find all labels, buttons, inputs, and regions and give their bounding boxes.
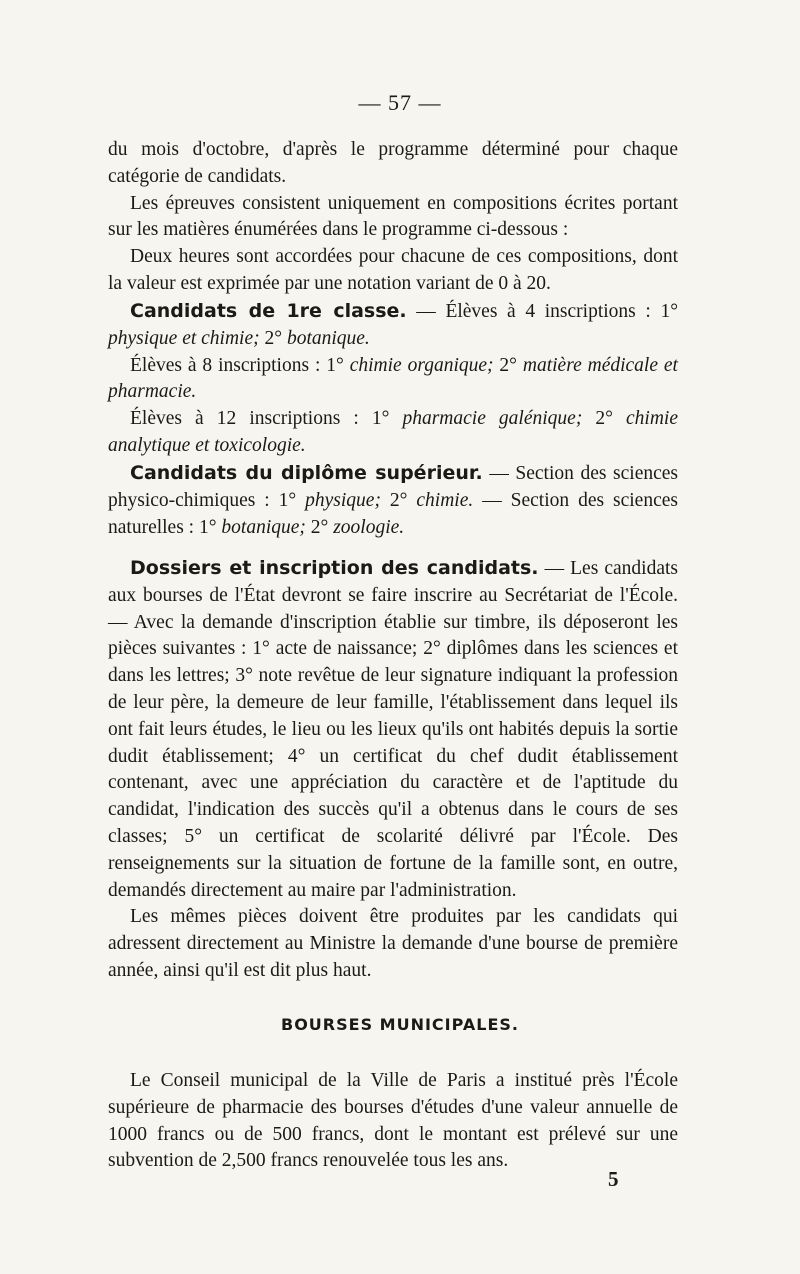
section-title-premiere-classe: Candidats de 1re classe.	[130, 300, 407, 322]
section-title-diplome-superieur: Candidats du diplôme supérieur.	[130, 462, 483, 484]
paragraph-continuation: du mois d'octobre, d'après le programme déterminé pour chaque catégorie de candidats.	[108, 139, 678, 187]
heading-bourses-municipales: BOURSES MUNICIPALES.	[281, 1015, 519, 1034]
section-diplome-superieur	[108, 460, 678, 541]
intro-block	[108, 137, 678, 298]
paragraph-dossiers: Dossiers et inscription des candidats. — Les candidats aux bourses de l'État devront se faire inscrire au Secrétariat de l'École. — Avec la demande d'inscription établie sur timbre, ils déposeront les pièces suivantes : 1° acte de naissance; 2° diplômes dans les sciences et dans les lettres; 3° note revêtue de leur signature indiquant la profession de leur père, la demeure de leur famille, l'établissement dans lequel ils ont fait leurs études, le lieu ou les lieux qu'ils ont habités depuis la sortie dudit établissement; 4° un certificat du chef dudit établissement contenant, avec une appréciation du caractère et de l'aptitude du candidat, l'indication des succès qu'il a obtenus dans le cours de ses classes; 5° un certificat de scolarité délivré par l'École. Des renseignements sur la situation de fortune de la famille sont, en outre, demandés directement au maire par l'administration.	[108, 557, 678, 901]
paragraph-diplome-superieur: Candidats du diplôme supérieur. — Section des sciences physico-chimiques : 1° physique; 2° chimie. — Section des sciences naturelles : 1° botanique; 2° zoologie.	[108, 462, 678, 538]
signature-mark: 5	[608, 1167, 619, 1191]
page-number: — 57 —	[358, 90, 442, 115]
paragraph-duree: Deux heures sont accordées pour chacune de ces compositions, dont la valeur est exprimée par une notation variant de 0 à 20.	[108, 246, 678, 294]
paragraph-memes-pieces: Les mêmes pièces doivent être produites par les candidats qui adressent directement au Ministre la demande d'une bourse de première année, ainsi qu'il est dit plus haut.	[108, 906, 678, 981]
paragraph-8-inscriptions: Élèves à 8 inscriptions : 1° chimie organique; 2° matière médicale et pharmacie.	[108, 354, 678, 403]
paragraph-12-inscriptions: Élèves à 12 inscriptions : 1° pharmacie galénique; 2° chimie analytique et toxicologie.	[108, 408, 678, 456]
section-premiere-classe	[108, 298, 678, 460]
section-bourses-municipales	[108, 1068, 678, 1175]
section-title-dossiers: Dossiers et inscription des candidats.	[130, 557, 539, 579]
section-dossiers	[108, 555, 678, 985]
paragraph-4-inscriptions: Candidats de 1re classe. — Élèves à 4 inscriptions : 1° physique et chimie; 2° botanique.	[108, 300, 678, 349]
paragraph-epreuves: Les épreuves consistent uniquement en compositions écrites portant sur les matières énumérées dans le programme ci-dessous :	[108, 192, 678, 241]
paragraph-conseil-municipal: Le Conseil municipal de la Ville de Paris a institué près l'École supérieure de pharmacie des bourses d'études d'une valeur annuelle de 1000 francs ou de 500 francs, dont le montant est prélevé sur une subvention de 2,500 francs renouvelée tous les ans.	[108, 1070, 678, 1172]
